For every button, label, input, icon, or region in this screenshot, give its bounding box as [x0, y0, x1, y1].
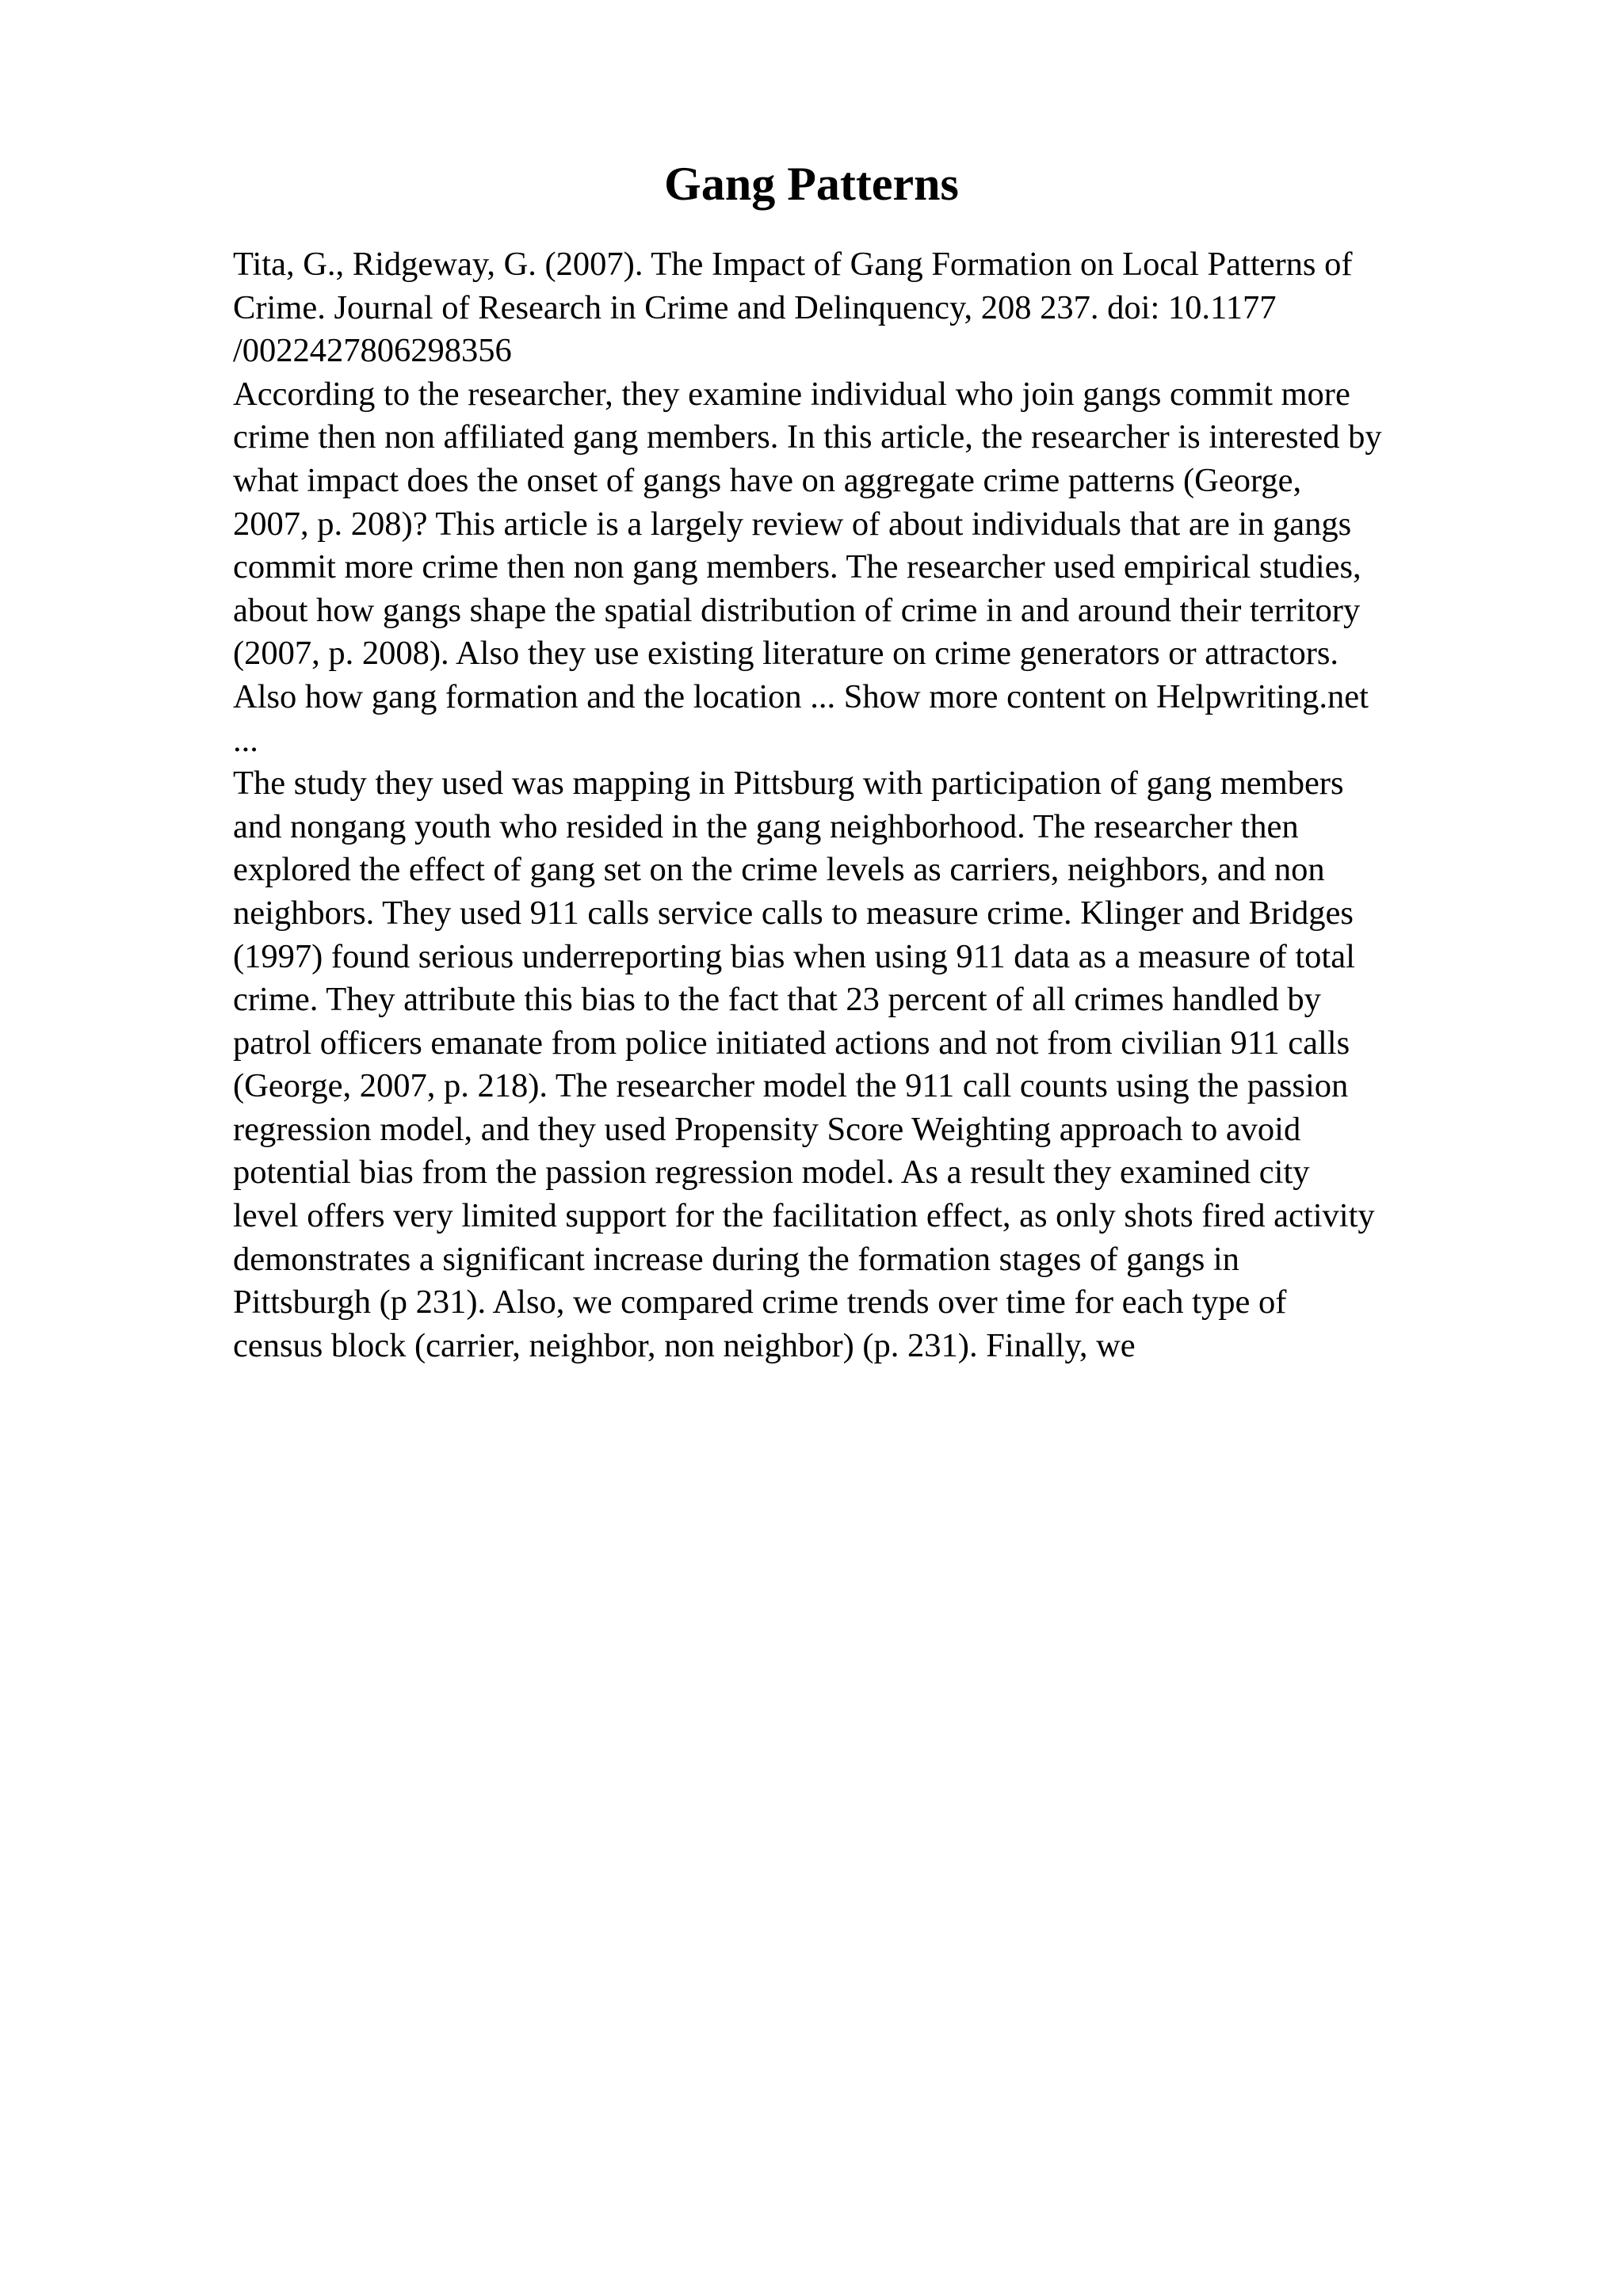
paragraph-line: crime. They attribute this bias to the fact that 23 percent of all crimes handled by	[233, 981, 1321, 1019]
paragraph-line: According to the researcher, they examine individual who join gangs commit more	[233, 375, 1350, 413]
paragraph-line: crime then non affiliated gang members. In this article, the researcher is interested by	[233, 418, 1382, 456]
paragraph-line: demonstrates a significant increase during the formation stages of gangs in	[233, 1240, 1239, 1278]
paragraph-line: regression model, and they used Propensity Score Weighting approach to avoid	[233, 1110, 1301, 1148]
paragraph-line: patrol officers emanate from police initiated actions and not from civilian 911 calls	[233, 1024, 1350, 1062]
paragraph-line: census block (carrier, neighbor, non neighbor) (p. 231). Finally, we	[233, 1326, 1136, 1364]
citation	[233, 243, 1501, 373]
paragraph-line: what impact does the onset of gangs have on aggregate crime patterns (George,	[233, 461, 1302, 499]
citation-line: Tita, G., Ridgeway, G. (2007). The Impact of Gang Formation on Local Patterns of	[233, 246, 1353, 283]
paragraph-line: (2007, p. 2008). Also they use existing literature on crime generators or attractors.	[233, 635, 1339, 673]
paragraph-line: potential bias from the passion regression model. As a result they examined city	[233, 1154, 1310, 1192]
paragraph-line: level offers very limited support for the facilitation effect, as only shots fired activity	[233, 1197, 1375, 1235]
paragraph-line: about how gangs shape the spatial distribution of crime in and around their territory	[233, 591, 1361, 629]
paragraph-line: and nongang youth who resided in the gang neighborhood. The researcher then	[233, 807, 1299, 845]
paragraph-summary	[233, 373, 1501, 762]
paragraph-study	[233, 762, 1501, 1367]
citation-line: Crime. Journal of Research in Crime and Delinquency, 208 237. doi: 10.1177	[233, 288, 1277, 326]
citation-line: /0022427806298356	[233, 332, 512, 370]
paragraph-line: (George, 2007, p. 218). The researcher model the 911 call counts using the passion	[233, 1067, 1349, 1105]
document-title: Gang Patterns	[664, 158, 959, 210]
paragraph-line: The study they used was mapping in Pittsburg with participation of gang members	[233, 765, 1344, 803]
paragraph-line: ...	[233, 721, 258, 759]
paragraph-line: commit more crime then non gang members. The researcher used empirical studies,	[233, 548, 1361, 586]
paragraph-line: explored the effect of gang set on the crime levels as carriers, neighbors, and non	[233, 851, 1325, 889]
paragraph-line: Also how gang formation and the location ... Show more content on Helpwriting.net	[233, 677, 1369, 715]
paragraph-line: Pittsburgh (p 231). Also, we compared crime trends over time for each type of	[233, 1283, 1287, 1322]
paragraph-line: neighbors. They used 911 calls service calls to measure crime. Klinger and Bridges	[233, 894, 1354, 932]
paragraph-line: (1997) found serious underreporting bias when using 911 data as a measure of total	[233, 937, 1355, 975]
document-body	[233, 243, 1501, 1367]
paragraph-line: 2007, p. 208)? This article is a largely review of about individuals that are in gangs	[233, 505, 1352, 543]
